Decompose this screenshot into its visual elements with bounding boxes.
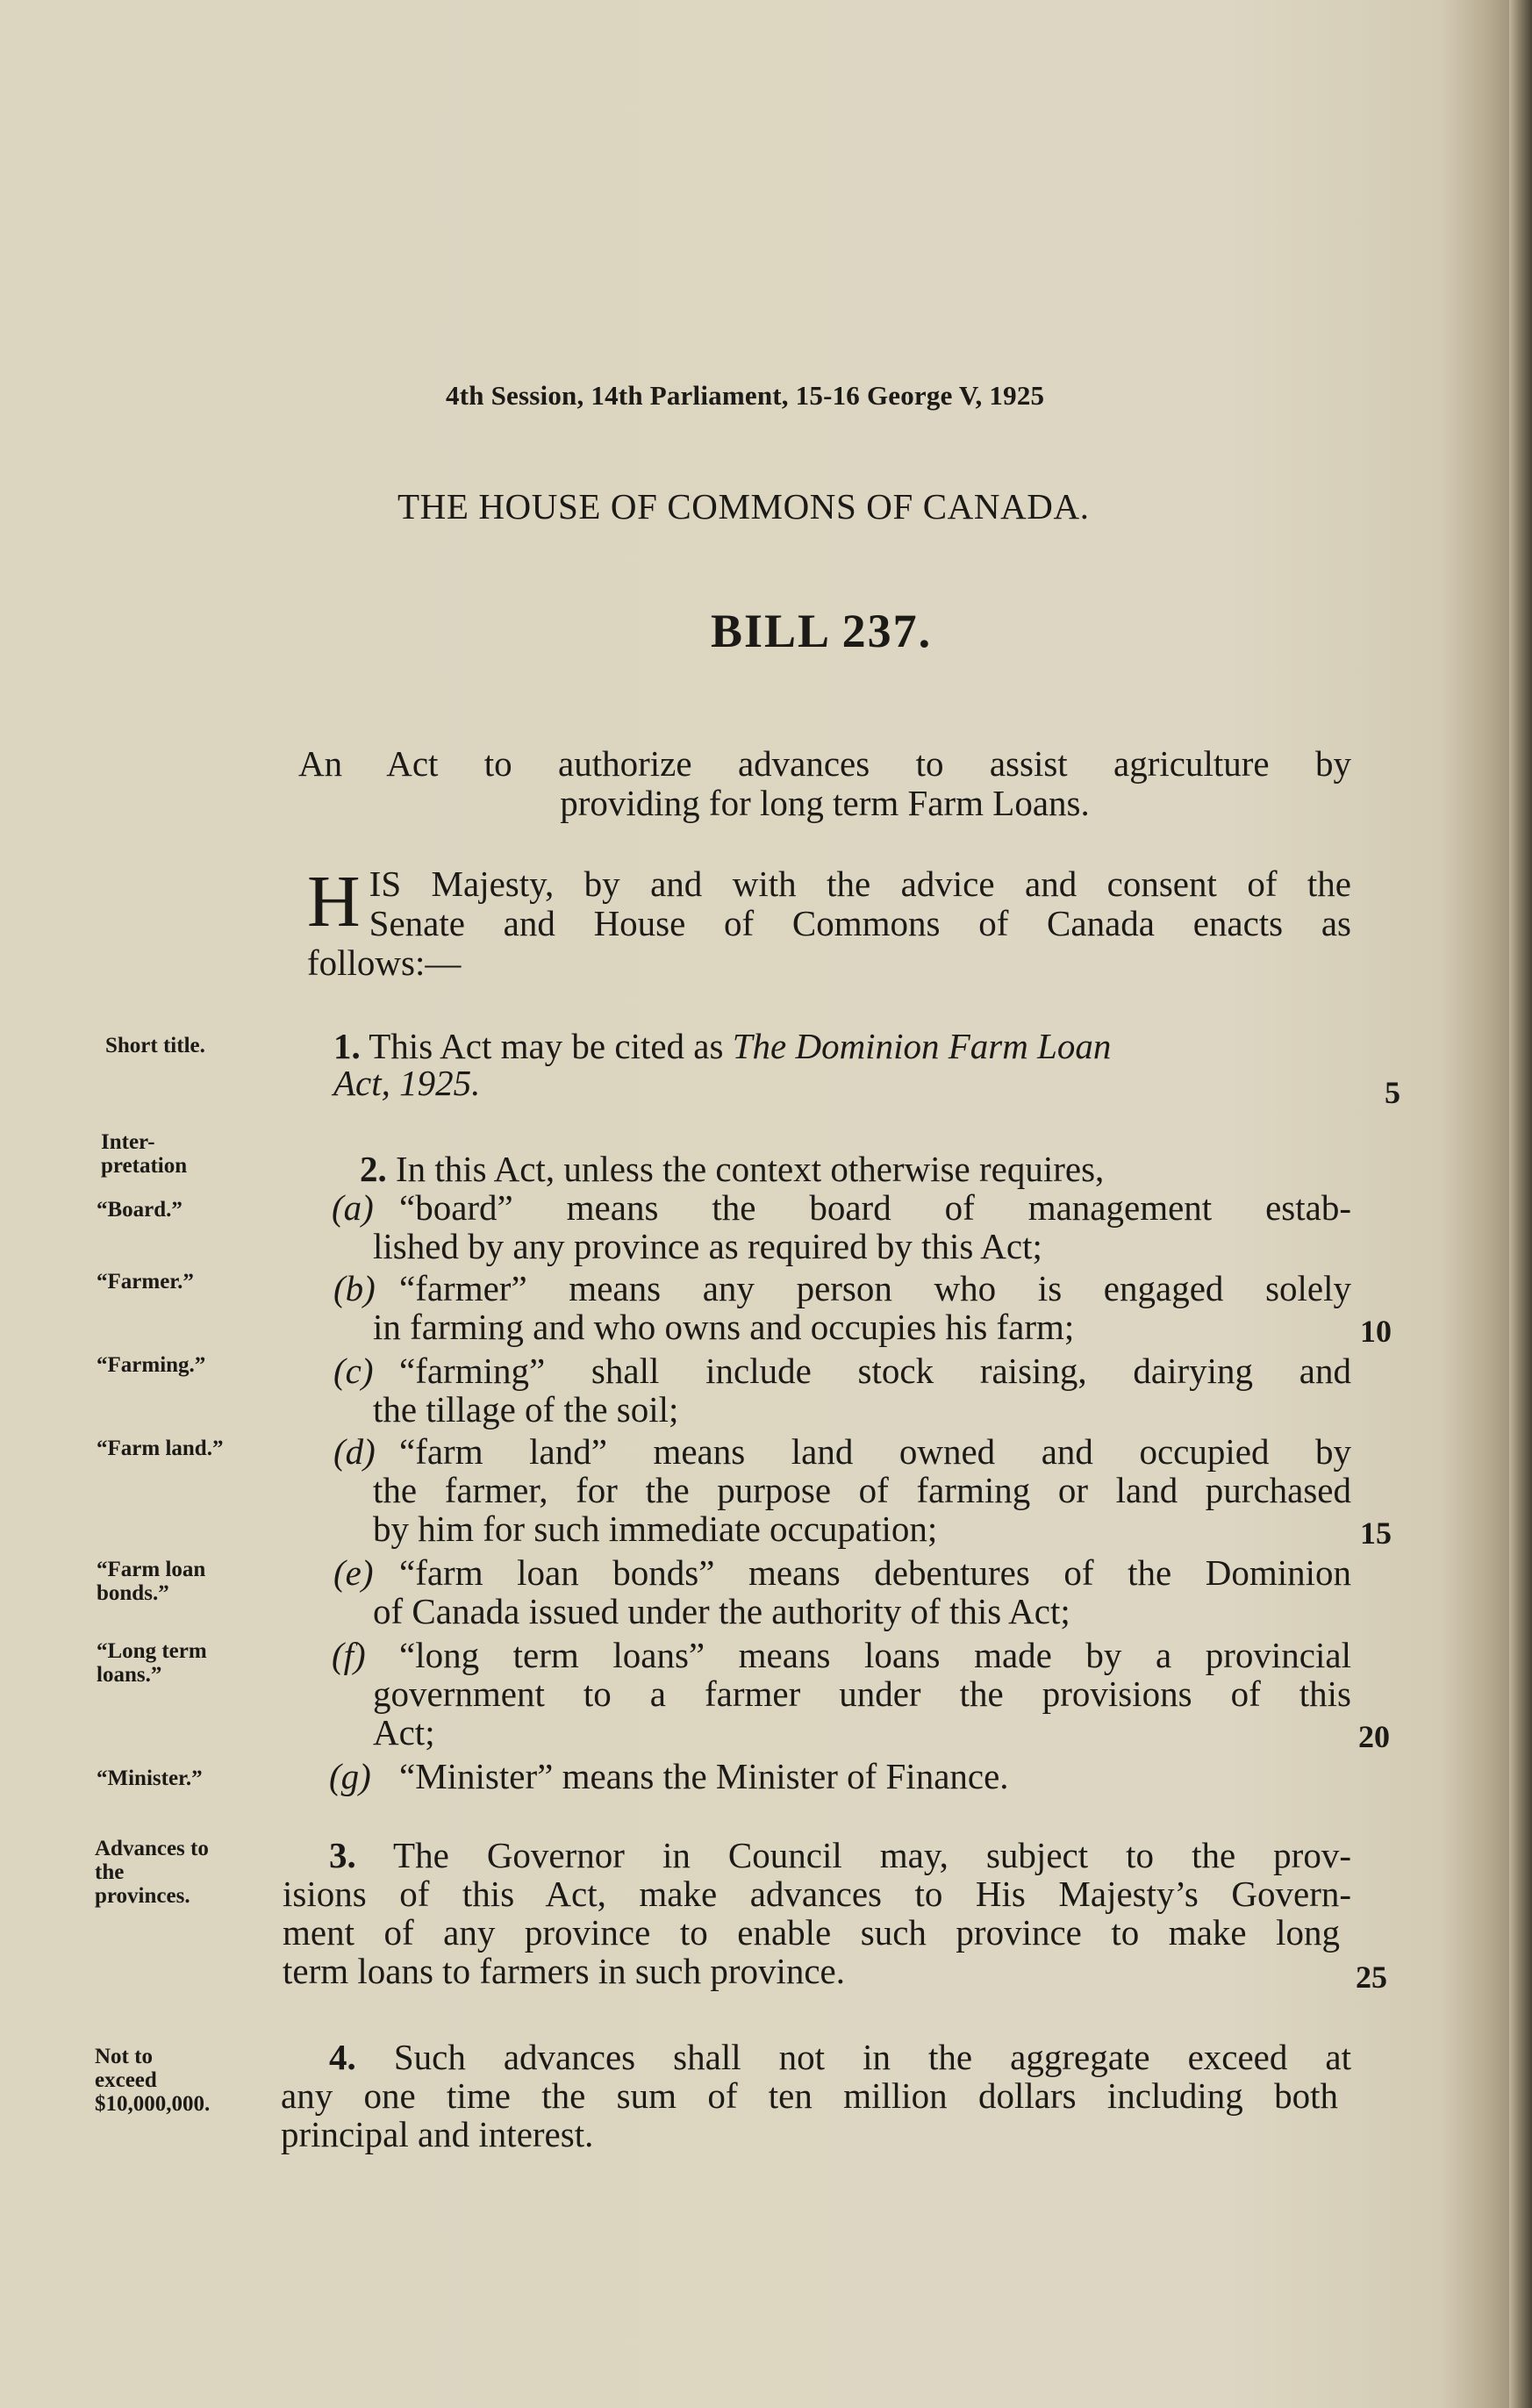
page-edge — [1509, 0, 1532, 2408]
margin-farming: “Farming.” — [97, 1353, 206, 1377]
line-number-20: 20 — [1358, 1719, 1390, 1754]
item-d-line-3: by him for such immediate occupation; — [373, 1509, 938, 1549]
item-c-label: (c) — [333, 1351, 374, 1391]
section-4-line-2: any one time the sum of ten million dollars including both — [281, 2075, 1338, 2116]
margin-long-term-loans: “Long term loans.” — [97, 1639, 207, 1687]
margin-farm-land: “Farm land.” — [97, 1437, 224, 1460]
margin-farmer: “Farmer.” — [97, 1270, 194, 1294]
section-3-text-1: The Governor in Council may, subject to the prov- — [393, 1835, 1351, 1875]
section-1-text: This Act may be cited as — [369, 1026, 724, 1066]
section-3-line-1 — [329, 1836, 1351, 1875]
section-3-line-4: term loans to farmers in such province. — [283, 1951, 846, 1991]
margin-not-to-exceed: Not to exceed $10,000,000. — [95, 2045, 211, 2116]
preamble — [307, 861, 1351, 943]
item-d-line-1: “farm land” means land owned and occupied by — [399, 1431, 1351, 1472]
item-e-line-2: of Canada issued under the authority of this Act; — [373, 1591, 1070, 1631]
margin-advances: Advances to the provinces. — [95, 1837, 209, 1908]
section-2-intro — [360, 1150, 1104, 1189]
line-number-10: 10 — [1360, 1314, 1392, 1349]
section-2-intro-text: In this Act, unless the context otherwise requires, — [396, 1149, 1105, 1189]
item-f-label: (f) — [332, 1635, 366, 1675]
item-f-line-2: government to a farmer under the provisions of this — [373, 1673, 1351, 1714]
section-4-text-1: Such advances shall not in the aggregate exceed at — [393, 2037, 1351, 2077]
item-d-line-2: the farmer, for the purpose of farming or land purchased — [373, 1470, 1351, 1510]
section-4-line-3: principal and interest. — [281, 2114, 594, 2154]
margin-interpretation: Inter- pretation — [101, 1130, 188, 1178]
item-b-line-2: in farming and who owns and occupies his farm; — [373, 1307, 1075, 1347]
item-a-label: (a) — [332, 1187, 374, 1228]
margin-minister: “Minister.” — [97, 1767, 203, 1790]
margin-short-title: Short title. — [105, 1034, 205, 1057]
item-a-line-1: “board” means the board of management estab- — [399, 1187, 1351, 1228]
section-3-line-2: isions of this Act, make advances to His Majesty’s Govern- — [283, 1874, 1351, 1914]
section-4-number: 4. — [329, 2037, 356, 2077]
section-3-number: 3. — [329, 1835, 356, 1875]
line-number-5: 5 — [1385, 1075, 1400, 1110]
section-4-line-1 — [329, 2038, 1351, 2077]
item-a-line-2: lished by any province as required by this Act; — [373, 1226, 1042, 1266]
session-line: 4th Session, 14th Parliament, 15-16 George V, 1925 — [446, 380, 1045, 411]
house-title: THE HOUSE OF COMMONS OF CANADA. — [397, 486, 1090, 527]
preamble-dropcap: H — [307, 861, 361, 942]
margin-farm-loan-bonds: “Farm loan bonds.” — [97, 1558, 206, 1605]
item-b-label: (b) — [333, 1268, 376, 1308]
preamble-line-3: follows:— — [307, 942, 462, 983]
item-d-label: (d) — [333, 1431, 376, 1472]
section-1-number: 1. — [333, 1026, 361, 1066]
section-2-number: 2. — [360, 1149, 387, 1189]
item-b-line-1: “farmer” means any person who is engaged solely — [399, 1268, 1351, 1308]
line-number-15: 15 — [1360, 1516, 1392, 1551]
long-title-line-2: providing for long term Farm Loans. — [560, 783, 1090, 823]
section-1-line-1 — [333, 1027, 1351, 1066]
item-e-line-1: “farm loan bonds” means debentures of the Dominion — [399, 1552, 1351, 1593]
section-1-title: The Dominion Farm Loan — [732, 1026, 1112, 1066]
preamble-line-1: IS Majesty, by and with the advice and consent of the — [369, 864, 1351, 904]
item-g-line-1: “Minister” means the Minister of Finance. — [399, 1756, 1009, 1796]
item-c-line-1: “farming” shall include stock raising, dairying and — [399, 1351, 1351, 1391]
item-g-label: (g) — [329, 1756, 371, 1796]
item-f-line-3: Act; — [373, 1712, 435, 1752]
preamble-line-2: Senate and House of Commons of Canada enacts as — [369, 903, 1351, 943]
section-1-line-2: Act, 1925. — [333, 1063, 481, 1103]
line-number-25: 25 — [1356, 1960, 1387, 1995]
long-title-line-1: An Act to authorize advances to assist agriculture by — [298, 743, 1351, 784]
margin-board: “Board.” — [97, 1198, 183, 1222]
item-f-line-1: “long term loans” means loans made by a provincial — [399, 1635, 1351, 1675]
section-3-line-3: ment of any province to enable such province to make long — [283, 1912, 1340, 1953]
item-e-label: (e) — [333, 1552, 374, 1593]
item-c-line-2: the tillage of the soil; — [373, 1389, 679, 1430]
bill-title: BILL 237. — [711, 605, 933, 657]
